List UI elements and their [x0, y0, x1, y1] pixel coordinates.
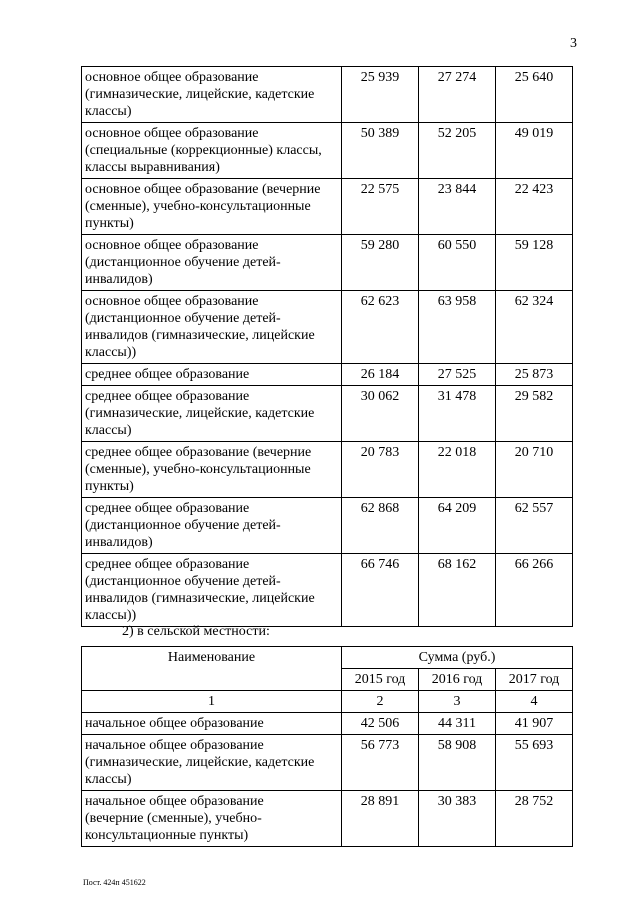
row-name-line: (специальные (коррекционные) классы, [85, 143, 322, 158]
value-2015: 20 783 [342, 442, 419, 498]
header-year-2017: 2017 год [496, 669, 573, 691]
value-2015: 62 623 [342, 291, 419, 364]
table-column-numbers-row [82, 691, 573, 713]
row-name-line: основное общее образование [85, 126, 259, 141]
value-2017: 49 019 [496, 123, 573, 179]
value-2016: 60 550 [419, 235, 496, 291]
table-row [82, 442, 573, 498]
row-name [82, 735, 342, 791]
row-name-line: классы) [85, 423, 132, 438]
table1-body [82, 67, 573, 627]
value-2016: 63 958 [419, 291, 496, 364]
value-2016: 27 525 [419, 364, 496, 386]
table-row [82, 291, 573, 364]
row-name-line: консультационные пункты) [85, 828, 249, 843]
row-name-line: (гимназические, лицейские, кадетские [85, 87, 315, 102]
row-name-line: (сменные), учебно-консультационные [85, 199, 311, 214]
value-2017: 22 423 [496, 179, 573, 235]
row-name [82, 554, 342, 627]
row-name-line: начальное общее образование [85, 794, 264, 809]
table-row [82, 791, 573, 847]
table-row [82, 498, 573, 554]
row-name-line: основное общее образование [85, 294, 259, 309]
row-name-line: (гимназические, лицейские, кадетские [85, 406, 315, 421]
table-row [82, 67, 573, 123]
value-2017: 29 582 [496, 386, 573, 442]
row-name [82, 791, 342, 847]
row-name-line: (дистанционное обучение детей- [85, 574, 281, 589]
value-2017: 62 324 [496, 291, 573, 364]
row-name [82, 123, 342, 179]
row-name [82, 498, 342, 554]
row-name-line: начальное общее образование [85, 738, 264, 753]
table2-body [82, 713, 573, 847]
row-name-line: классы выравнивания) [85, 160, 220, 175]
footer-code: Пост. 424п 451622 [83, 878, 146, 887]
page-number: 3 [570, 36, 577, 51]
row-name-line: (сменные), учебно-консультационные [85, 462, 311, 477]
value-2015: 66 746 [342, 554, 419, 627]
row-name-line: пункты) [85, 216, 134, 231]
row-name-line: основное общее образование (вечерние [85, 182, 321, 197]
value-2017: 25 873 [496, 364, 573, 386]
table-row [82, 235, 573, 291]
row-name-line: (гимназические, лицейские, кадетские [85, 755, 315, 770]
table-row [82, 364, 573, 386]
row-name [82, 364, 342, 386]
value-2015: 56 773 [342, 735, 419, 791]
column-number-2: 2 [342, 691, 419, 713]
value-2016: 44 311 [419, 713, 496, 735]
row-name-line: (дистанционное обучение детей- [85, 255, 281, 270]
row-name [82, 67, 342, 123]
row-name-line: среднее общее образование (вечерние [85, 445, 312, 460]
row-name [82, 442, 342, 498]
value-2015: 25 939 [342, 67, 419, 123]
value-2017: 20 710 [496, 442, 573, 498]
value-2017: 62 557 [496, 498, 573, 554]
table-row [82, 735, 573, 791]
value-2016: 68 162 [419, 554, 496, 627]
column-number-1: 1 [82, 691, 342, 713]
value-2015: 62 868 [342, 498, 419, 554]
column-number-4: 4 [496, 691, 573, 713]
row-name-line: среднее общее образование [85, 501, 250, 516]
row-name-line: классы) [85, 772, 132, 787]
value-2016: 58 908 [419, 735, 496, 791]
value-2015: 26 184 [342, 364, 419, 386]
value-2016: 30 383 [419, 791, 496, 847]
row-name-line: (дистанционное обучение детей- [85, 311, 281, 326]
row-name-line: пункты) [85, 479, 134, 494]
row-name-line: классы) [85, 104, 132, 119]
value-2017: 41 907 [496, 713, 573, 735]
row-name [82, 713, 342, 735]
value-2015: 42 506 [342, 713, 419, 735]
row-name-line: начальное общее образование [85, 716, 264, 731]
value-2015: 28 891 [342, 791, 419, 847]
row-name-line: (дистанционное обучение детей- [85, 518, 281, 533]
header-year-2016: 2016 год [419, 669, 496, 691]
value-2017: 28 752 [496, 791, 573, 847]
row-name-line: инвалидов) [85, 535, 153, 550]
table-row [82, 179, 573, 235]
value-2016: 31 478 [419, 386, 496, 442]
header-name: Наименование [82, 647, 342, 691]
row-name-line: среднее общее образование [85, 367, 250, 382]
row-name [82, 235, 342, 291]
value-2017: 59 128 [496, 235, 573, 291]
row-name-line: инвалидов (гимназические, лицейские [85, 328, 315, 343]
row-name-line: классы)) [85, 345, 137, 360]
row-name [82, 386, 342, 442]
value-2015: 50 389 [342, 123, 419, 179]
table-row [82, 123, 573, 179]
table-header-row [82, 647, 573, 669]
header-sum: Сумма (руб.) [342, 647, 573, 669]
column-number-3: 3 [419, 691, 496, 713]
value-2015: 22 575 [342, 179, 419, 235]
value-2015: 59 280 [342, 235, 419, 291]
value-2017: 66 266 [496, 554, 573, 627]
header-year-2015: 2015 год [342, 669, 419, 691]
table-urban-continued [81, 66, 573, 627]
value-2015: 30 062 [342, 386, 419, 442]
row-name-line: среднее общее образование [85, 389, 250, 404]
table-row [82, 554, 573, 627]
value-2017: 55 693 [496, 735, 573, 791]
row-name-line: среднее общее образование [85, 557, 250, 572]
table-row [82, 386, 573, 442]
table-row [82, 713, 573, 735]
row-name [82, 291, 342, 364]
row-name-line: основное общее образование [85, 70, 259, 85]
section-heading-rural: 2) в сельской местности: [122, 624, 270, 639]
row-name-line: инвалидов) [85, 272, 153, 287]
row-name-line: классы)) [85, 608, 137, 623]
value-2017: 25 640 [496, 67, 573, 123]
value-2016: 23 844 [419, 179, 496, 235]
value-2016: 64 209 [419, 498, 496, 554]
value-2016: 22 018 [419, 442, 496, 498]
value-2016: 27 274 [419, 67, 496, 123]
row-name-line: (вечерние (сменные), учебно- [85, 811, 262, 826]
table-rural [81, 646, 573, 847]
row-name-line: инвалидов (гимназические, лицейские [85, 591, 315, 606]
value-2016: 52 205 [419, 123, 496, 179]
row-name-line: основное общее образование [85, 238, 259, 253]
row-name [82, 179, 342, 235]
